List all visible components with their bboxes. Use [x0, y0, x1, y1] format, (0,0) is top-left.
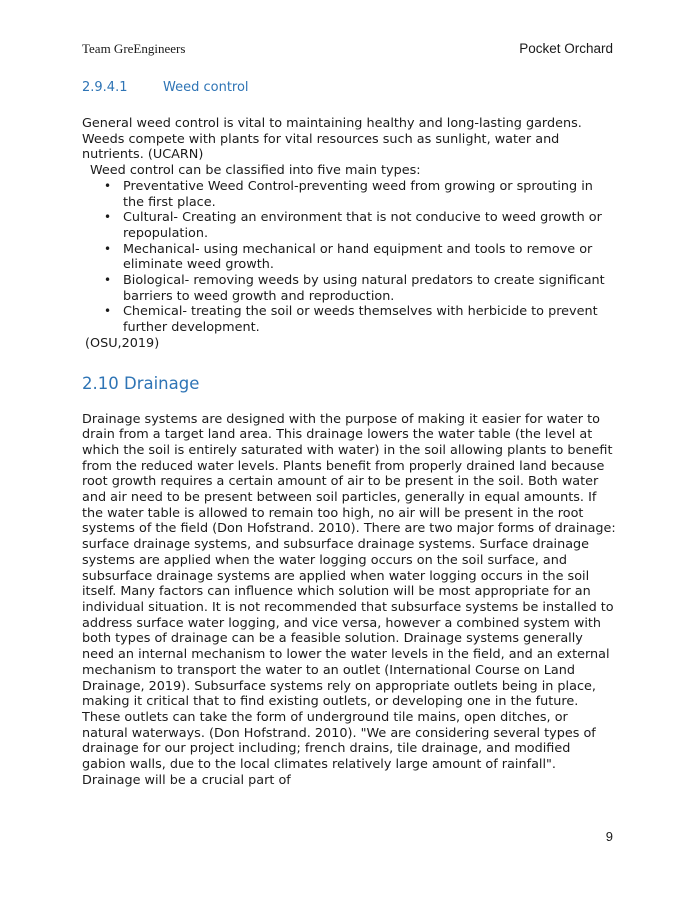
bullet-icon: • [104, 241, 112, 256]
list-item: • Preventative Weed Control-preventing weed from growing or sprouting in the first place. [104, 178, 593, 210]
header-project-name: Pocket Orchard [519, 41, 613, 56]
header-team-name: Team GreEngineers [82, 41, 186, 56]
drainage-body: Drainage systems are designed with the purpose of making it easier for water to drain from a target land area. This drainage lowers the water table (the level at which the soil is entirely saturated with water) in the soil allowing plants to benefit from the reduced water levels. Plants benefit from properly drained land because root growth requires a certain amount of air to be present in the soil. Both water and air need to be present between soil particles, generally in equal amounts. If the water table is allowed to remain too high, no air will be present in the root systems of the field (Don Hofstrand. 2010). There are two major forms of drainage: surface drainage systems, and subsurface drainage systems. Surface drainage systems are applied when the water logging occurs on the soil surface, and subsurface drainage systems are applied when water logging occurs in the soil itself. Many factors can influence which solution will be most appropriate for an individual situation. It is not recommended that subsurface systems be installed to address surface water logging, and vice versa, however a combined system with both types of drainage can be a feasible solution. Drainage systems generally need an internal mechanism to lower the water levels in the field, and an external mechanism to transport the water to an outlet (International Course on Land Drainage, 2019). Subsurface systems rely on appropriate outlets being in place, making it critical that to find existing outlets, or developing one in the future. These outlets can take the form of underground tile mains, open ditches, or natural waterways. (Don Hofstrand. 2010). "We are considering several types of drainage for our project including; french drains, tile drainage, and modified gabion walls, due to the local climates relatively large amount of rainfall". Drainage will be a crucial part of [82, 411, 616, 788]
drainage-heading: 2.10 Drainage [82, 373, 200, 393]
list-item: • Cultural- Creating an environment that is not conducive to weed growth or repopulation. [104, 210, 602, 241]
weed-control-lead: Weed control can be classified into five main types: [90, 163, 421, 179]
bullet-icon: • [104, 273, 112, 288]
weed-control-heading-number: 2.9.4.1 [82, 80, 128, 95]
list-item: • Chemical- treating the soil or weeds themselves with herbicide to prevent further development. [104, 304, 598, 336]
bullet-icon: • [104, 178, 112, 193]
weed-control-intro: General weed control is vital to maintaining healthy and long-lasting gardens. Weeds compete with plants for vital resources such as sunlight, water and nutrients. (UCARN) [82, 116, 582, 163]
weed-control-heading [82, 80, 616, 96]
weed-control-citation: (OSU,2019) [85, 335, 160, 351]
page-number: 9 [605, 829, 613, 844]
bullet-icon: • [104, 210, 112, 225]
weed-control-heading-title: Weed control [163, 80, 249, 95]
bullet-icon: • [104, 304, 112, 319]
list-item: • Biological- removing weeds by using natural predators to create significant barriers to weed growth and reproduction. [104, 273, 605, 304]
list-item: • Mechanical- using mechanical or hand equipment and tools to remove or eliminate weed growth. [104, 241, 593, 273]
weed-control-types-list [82, 179, 616, 336]
page-content [82, 80, 616, 788]
